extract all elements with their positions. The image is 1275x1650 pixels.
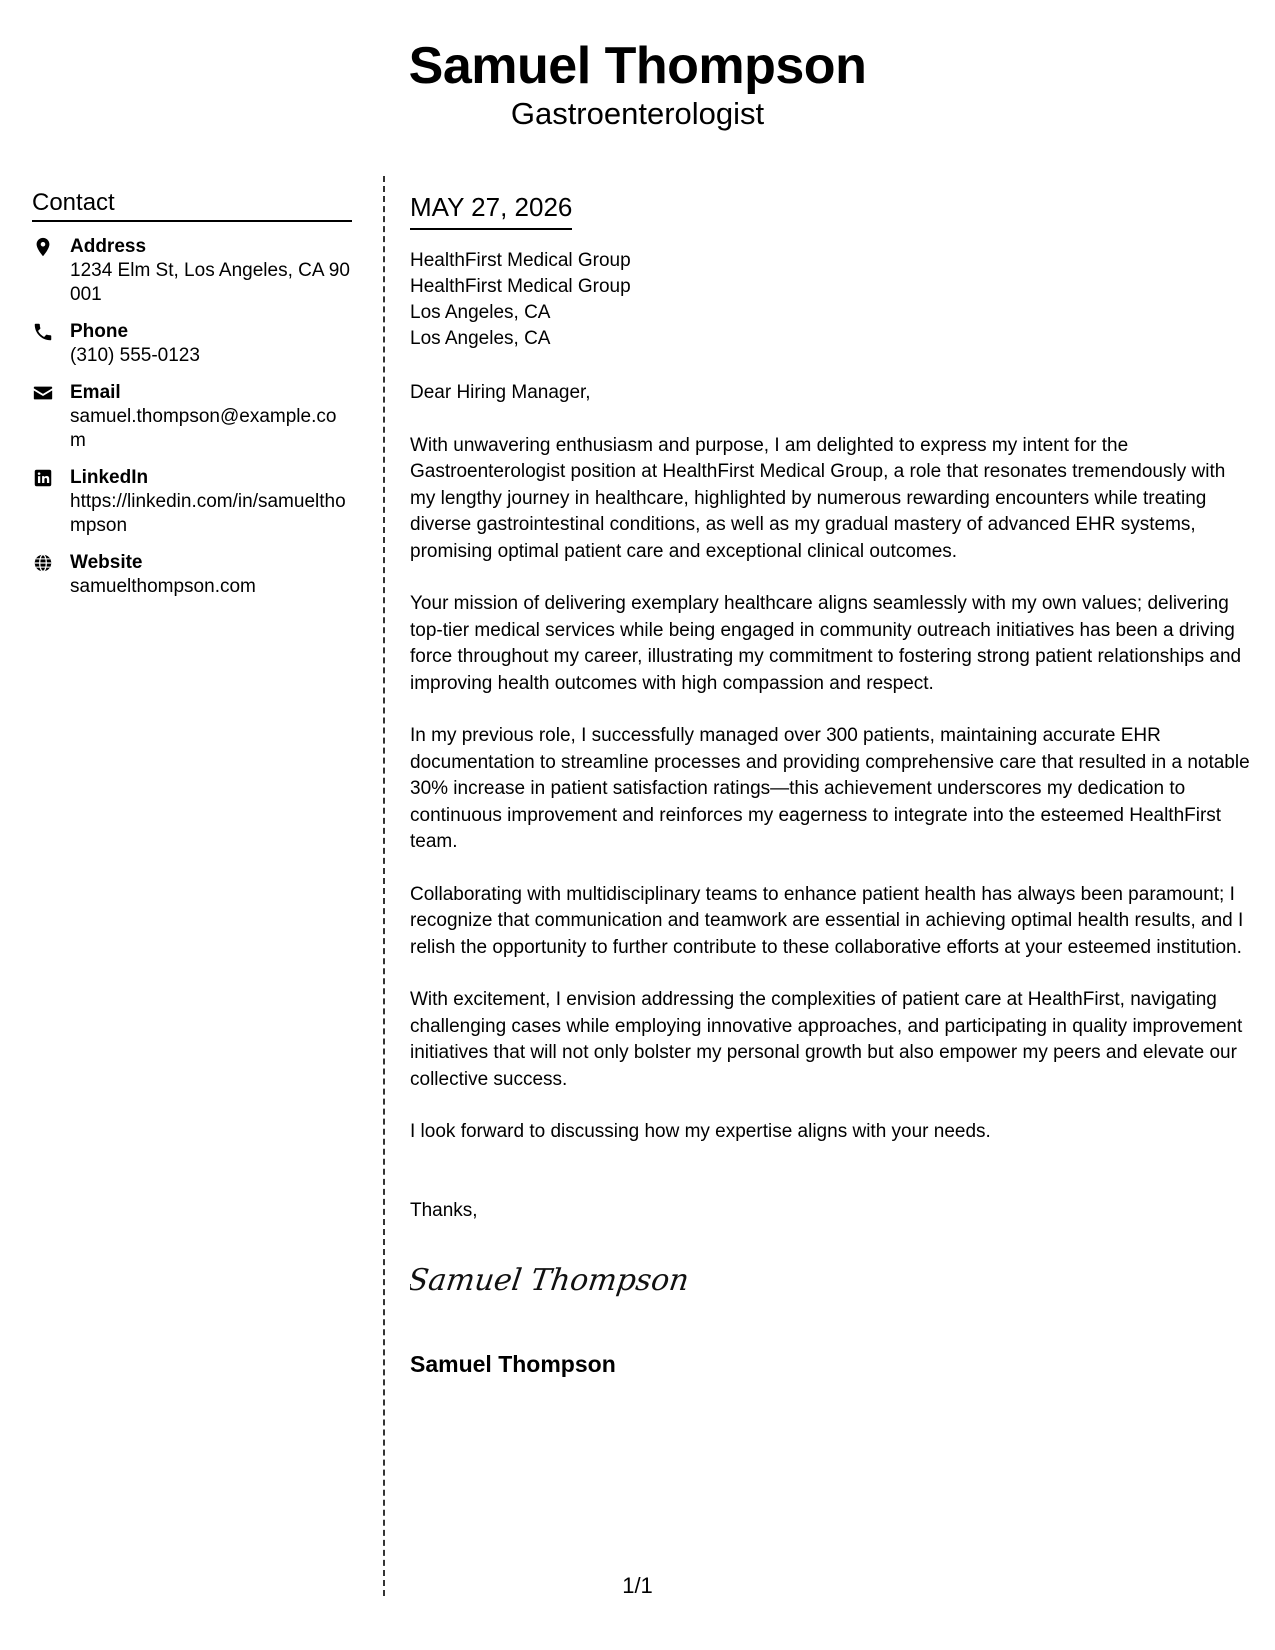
recipient-block <box>410 248 1250 352</box>
contact-value: 1234 Elm St, Los Angeles, CA 90001 <box>70 260 350 305</box>
letter-date: MAY 27, 2026 <box>410 190 572 230</box>
contact-address <box>32 234 352 307</box>
body-paragraph: With excitement, I envision addressing the complexities of patient care at HealthFirst, navigating challenging cases while employing innovative approaches, and participating in quality improvement initiatives that will not only bolster my personal growth but also empower my peers and elevate our collective success. <box>410 989 1243 1090</box>
page-indicator-text: 1/1 <box>622 1573 653 1598</box>
svg-text:Samuel Thompson: Samuel Thompson <box>410 1263 690 1298</box>
contact-heading: Contact <box>32 188 352 222</box>
handwritten-signature <box>410 1252 690 1308</box>
body-paragraph: With unwavering enthusiasm and purpose, I am delighted to express my intent for the Gastroenterologist position at HealthFirst Medical Group, a role that resonates tremendously with my lengthy journey in healthcare, highlighted by numerous rewarding encounters while treating diverse gastrointestinal conditions, as well as my gradual mastery of advanced EHR systems, promising optimal patient care and exceptional clinical outcomes. <box>410 434 1226 562</box>
contact-value: samuel.thompson@example.com <box>70 406 337 451</box>
recipient-line: HealthFirst Medical Group <box>410 276 631 297</box>
body-paragraph: I look forward to discussing how my expertise aligns with your needs. <box>410 1121 991 1142</box>
letter-body <box>410 190 1250 1379</box>
contact-label: Email <box>70 382 121 403</box>
letter-header <box>0 36 1275 132</box>
recipient-line: Los Angeles, CA <box>410 302 551 323</box>
body-paragraph: In my previous role, I successfully managed over 300 patients, maintaining accurate EHR documentation to streamline processes and providing comprehensive care that resulted in a notable 30% increase in patient satisfaction ratings—this achievement underscores my dedication to continuous improvement and reinforces my eagerness to integrate into the esteemed HealthFirst team. <box>410 725 1250 852</box>
contact-sidebar <box>32 188 352 599</box>
linkedin-icon <box>32 467 54 489</box>
contact-label: Phone <box>70 321 129 342</box>
recipient-line: Los Angeles, CA <box>410 328 551 349</box>
map-pin-icon <box>32 236 54 258</box>
globe-icon <box>32 552 54 574</box>
page-indicator <box>0 1572 1275 1600</box>
envelope-icon <box>32 382 54 404</box>
contact-value: samuelthompson.com <box>70 576 256 597</box>
contact-label: Address <box>70 236 147 257</box>
contact-label: Website <box>70 552 143 573</box>
contact-website <box>32 550 352 599</box>
recipient-line: HealthFirst Medical Group <box>410 250 631 271</box>
contact-label: LinkedIn <box>70 467 149 488</box>
contact-email <box>32 380 352 453</box>
contact-linkedin <box>32 465 352 538</box>
contact-value: (310) 555-0123 <box>70 345 200 366</box>
contact-value: https://linkedin.com/in/samuelthompson <box>70 491 346 536</box>
body-paragraph: Collaborating with multidisciplinary teams to enhance patient health has always been paramount; I recognize that communication and teamwork are essential in achieving optimal health results, and I relish the opportunity to further contribute to these collaborative efforts at your esteemed institution. <box>410 883 1244 958</box>
closing: Thanks, <box>410 1199 478 1221</box>
body-paragraph: Your mission of delivering exemplary healthcare aligns seamlessly with my own values; delivering top-tier medical services while being engaged in community outreach initiatives has been a driving force throughout my career, illustrating my commitment to fostering strong patient relationships and improving health outcomes with high compassion and respect. <box>410 593 1242 694</box>
salutation: Dear Hiring Manager, <box>410 382 591 403</box>
column-divider <box>383 176 385 1596</box>
applicant-job-title: Gastroenterologist <box>510 96 765 131</box>
phone-icon <box>32 321 54 343</box>
applicant-name: Samuel Thompson <box>408 37 867 95</box>
contact-phone <box>32 319 352 368</box>
signed-name: Samuel Thompson <box>410 1350 616 1377</box>
